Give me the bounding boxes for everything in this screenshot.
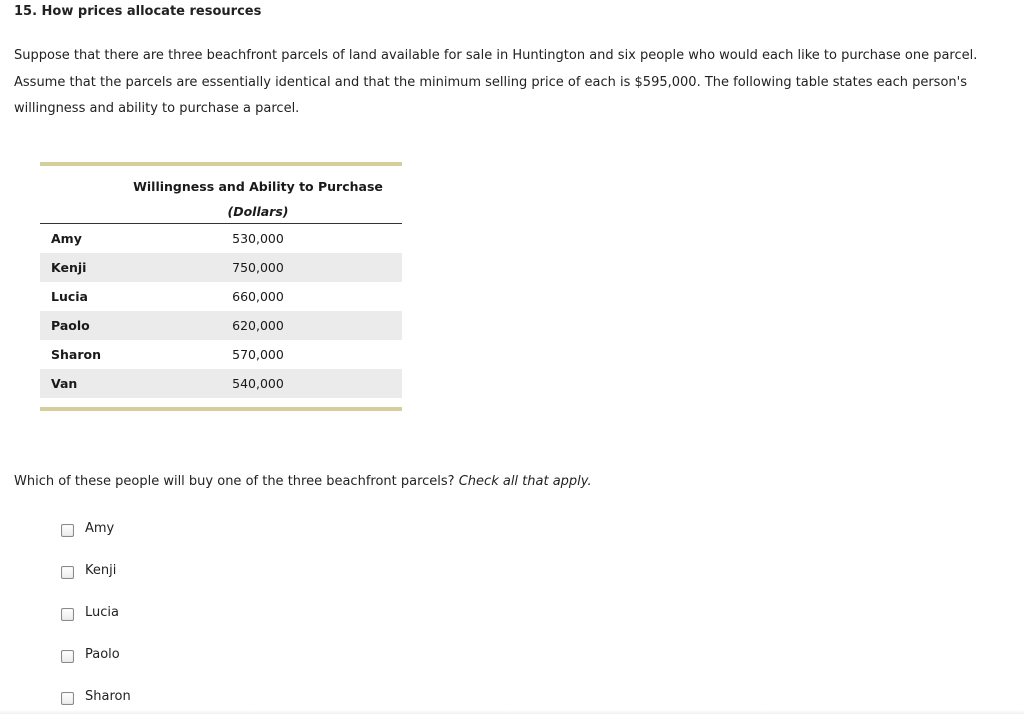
table-row xyxy=(40,282,402,311)
row-value: 660,000 xyxy=(232,289,284,304)
table-row xyxy=(40,224,402,253)
row-name: Van xyxy=(51,376,78,391)
table-row xyxy=(40,369,402,398)
followup-question xyxy=(14,474,592,489)
option-label: Sharon xyxy=(85,689,131,704)
option-lucia[interactable] xyxy=(61,604,131,646)
row-value: 620,000 xyxy=(232,318,284,333)
row-name: Lucia xyxy=(51,289,88,304)
willingness-table xyxy=(40,162,402,411)
option-label: Paolo xyxy=(85,647,120,662)
table-row xyxy=(40,340,402,369)
table-bottom-rule xyxy=(40,407,402,411)
option-amy[interactable] xyxy=(61,520,131,562)
option-paolo[interactable] xyxy=(61,646,131,688)
bottom-shadow xyxy=(0,710,1024,714)
row-value: 530,000 xyxy=(232,231,284,246)
row-name: Paolo xyxy=(51,318,90,333)
row-name: Kenji xyxy=(51,260,87,275)
checkbox[interactable] xyxy=(61,608,74,621)
option-label: Kenji xyxy=(85,563,117,578)
row-name: Sharon xyxy=(51,347,101,362)
answer-options xyxy=(61,520,131,714)
table-header xyxy=(40,166,402,224)
option-label: Lucia xyxy=(85,605,119,620)
row-value: 750,000 xyxy=(232,260,284,275)
row-name: Amy xyxy=(51,231,82,246)
table-row xyxy=(40,311,402,340)
row-value: 570,000 xyxy=(232,347,284,362)
checkbox[interactable] xyxy=(61,524,74,537)
followup-instruction: Check all that apply. xyxy=(458,474,592,489)
checkbox[interactable] xyxy=(61,566,74,579)
table-footer-spacer xyxy=(40,398,402,407)
followup-text: Which of these people will buy one of the three beachfront parcels? xyxy=(14,474,455,489)
table-header-title: Willingness and Ability to Purchase xyxy=(133,179,383,194)
table-row xyxy=(40,253,402,282)
checkbox[interactable] xyxy=(61,650,74,663)
row-value: 540,000 xyxy=(232,376,284,391)
checkbox[interactable] xyxy=(61,692,74,705)
option-label: Amy xyxy=(85,521,115,536)
question-title: 15. How prices allocate resources xyxy=(14,4,262,19)
option-kenji[interactable] xyxy=(61,562,131,604)
question-prompt: Suppose that there are three beachfront parcels of land available for sale in Huntington and six people who would each like to purchase one parcel. Assume that the parcels are essentially identical and that the minimum selling price of each is $595,000. The following table states each person's willingness and ability to purchase a parcel. xyxy=(14,48,978,116)
table-header-units: (Dollars) xyxy=(227,204,289,219)
